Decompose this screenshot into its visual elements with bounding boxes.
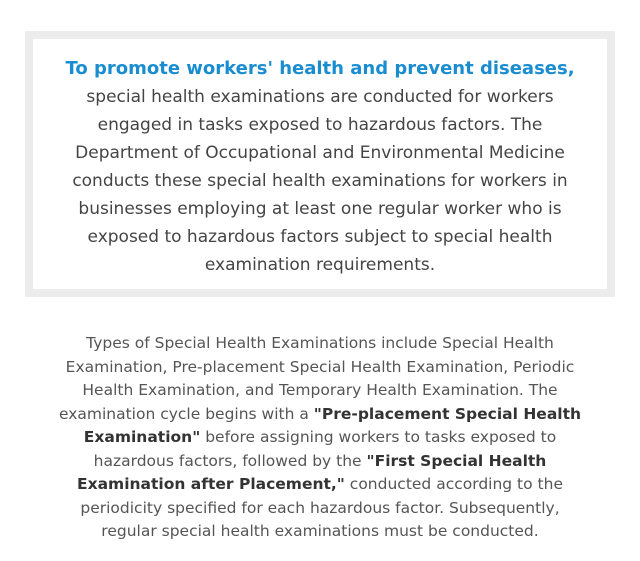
pre-placement-exam-highlight: "Pre-placement Special Health Examination" <box>83 404 582 446</box>
intro-box-content <box>33 39 607 289</box>
types-text-1: Types of Special Health Examinations include Special Health Examination, Pre-placement Special Health Examination, Periodic Health Examination, and Temporary Health Examination. The examination cycle begins with a <box>58 334 575 423</box>
types-text-3: conducted according to the periodicity specified for each hazardous factor. Subsequently, regular special health examinations must be conducted. <box>80 475 563 540</box>
intro-heading: To promote workers' health and prevent diseases, <box>65 58 575 79</box>
intro-body-text: special health examinations are conducted for workers engaged in tasks exposed to hazardous factors. The Department of Occupational and Environmental Medicine conducts these special health examinations for workers in businesses employing at least one regular worker who is exposed to hazardous factors subject to special health examination requirements. <box>72 87 568 275</box>
intro-box <box>25 31 615 297</box>
types-text-2: before assigning workers to tasks exposed to hazardous factors, followed by the <box>93 428 557 470</box>
first-exam-after-placement-highlight: "First Special Health Examination after Placement," <box>77 451 547 493</box>
examination-types-paragraph <box>55 332 585 544</box>
